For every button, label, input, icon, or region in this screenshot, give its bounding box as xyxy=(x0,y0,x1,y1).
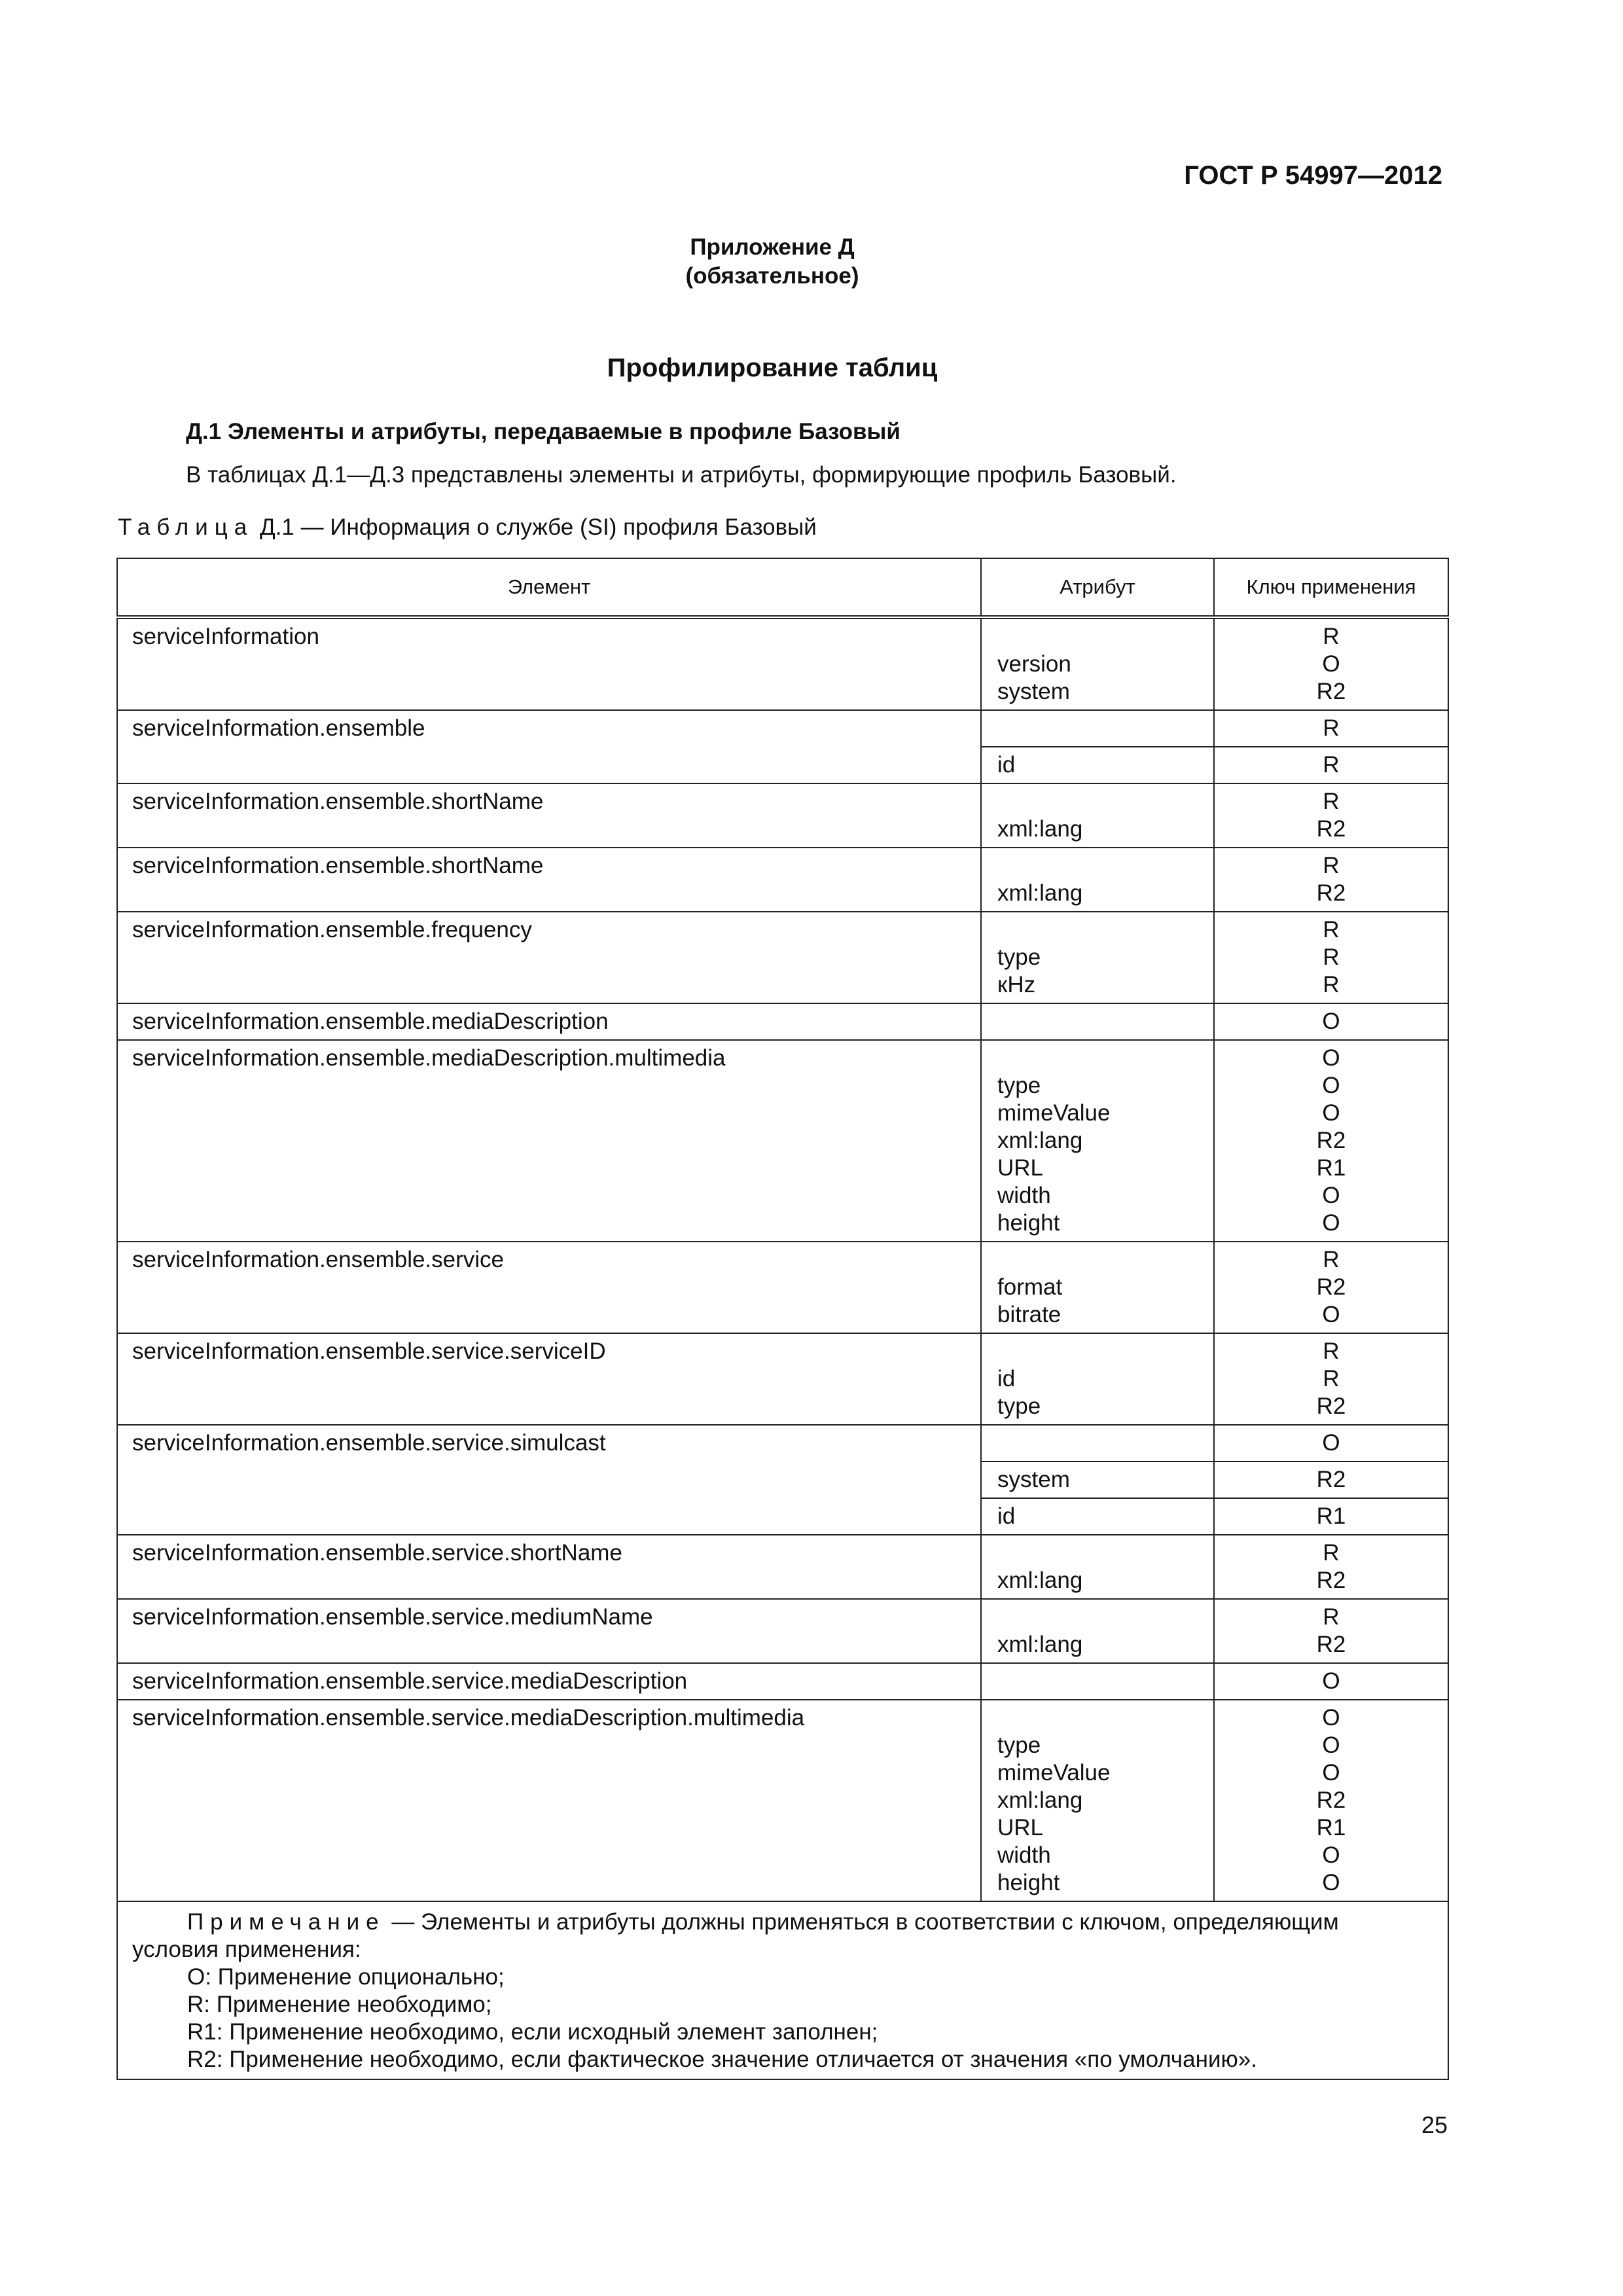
attribute-cell xyxy=(981,1040,1214,1242)
application-key: R2 xyxy=(1316,816,1346,842)
attribute-cell xyxy=(981,1498,1214,1535)
attribute-name: id xyxy=(997,1503,1016,1529)
element-name: serviceInformation.ensemble xyxy=(132,715,425,741)
header-attribute: Атрибут xyxy=(981,558,1214,617)
element-name: serviceInformation.ensemble.service.simulcast xyxy=(132,1430,606,1456)
attribute-cell xyxy=(981,1663,1214,1700)
appendix-heading xyxy=(0,233,1544,291)
element-name: serviceInformation.ensemble.service.serviceID xyxy=(132,1338,606,1364)
table-row xyxy=(117,1425,1448,1462)
application-key: R xyxy=(1323,972,1340,997)
note-first-line xyxy=(132,1909,1433,1936)
key-cell xyxy=(1214,1599,1448,1663)
table-row xyxy=(117,1333,1448,1425)
application-key: R xyxy=(1323,1338,1340,1364)
application-key: R2 xyxy=(1316,1568,1346,1593)
element-name: serviceInformation.ensemble.service.mediaDescription.multimedia xyxy=(132,1705,805,1731)
application-key: R2 xyxy=(1316,1632,1346,1657)
key-cell xyxy=(1214,1425,1448,1462)
element-cell xyxy=(117,848,981,912)
application-key: O xyxy=(1322,1870,1340,1895)
attribute-name xyxy=(997,1429,1198,1457)
attribute-name: version xyxy=(997,651,1071,677)
application-key: R1 xyxy=(1316,1155,1346,1181)
attribute-name: type xyxy=(997,1732,1041,1758)
application-key: R2 xyxy=(1316,1467,1346,1492)
attribute-name: xml:lang xyxy=(997,1632,1083,1657)
attribute-name: URL xyxy=(997,1815,1044,1840)
attribute-name xyxy=(997,916,1198,944)
element-name: serviceInformation.ensemble.service.mediaDescription xyxy=(132,1668,688,1694)
table-note xyxy=(117,1901,1448,2079)
element-cell xyxy=(117,1599,981,1663)
application-key: R2 xyxy=(1316,1393,1346,1419)
element-name: serviceInformation.ensemble.service.shortName xyxy=(132,1540,622,1566)
table-row xyxy=(117,617,1448,710)
attribute-name: system xyxy=(997,1467,1070,1492)
application-key: O xyxy=(1322,1732,1340,1758)
appendix-status: (обязательное) xyxy=(685,263,859,289)
note-text: — Элементы и атрибуты должны применяться в соответствии с ключом, определяющим xyxy=(385,1909,1339,1935)
attribute-name: type xyxy=(997,1073,1041,1098)
attribute-name: type xyxy=(997,944,1041,970)
application-key: R xyxy=(1323,944,1340,970)
table-row xyxy=(117,783,1448,848)
attribute-name xyxy=(997,1604,1198,1631)
header-element: Элемент xyxy=(117,558,981,617)
table-row xyxy=(117,912,1448,1003)
table-row xyxy=(117,1663,1448,1700)
attribute-name xyxy=(997,1668,1198,1695)
appendix-title: Приложение Д xyxy=(690,234,855,260)
key-cell xyxy=(1214,912,1448,1003)
element-cell xyxy=(117,1700,981,1901)
element-name: serviceInformation.ensemble.frequency xyxy=(132,917,532,942)
attribute-cell xyxy=(981,1425,1214,1462)
element-cell xyxy=(117,912,981,1003)
application-key: O xyxy=(1322,1073,1340,1098)
application-key: R xyxy=(1323,715,1340,741)
application-key: R xyxy=(1323,1540,1340,1566)
attribute-cell xyxy=(981,912,1214,1003)
attribute-name: id xyxy=(997,1366,1016,1391)
attribute-name: bitrate xyxy=(997,1302,1061,1327)
attribute-name: xml:lang xyxy=(997,1128,1083,1153)
key-cell xyxy=(1214,1242,1448,1333)
table-row xyxy=(117,1599,1448,1663)
note-title: Примечание xyxy=(187,1909,385,1935)
application-key: R xyxy=(1323,1366,1340,1391)
attribute-cell xyxy=(981,783,1214,848)
application-key: R2 xyxy=(1316,880,1346,906)
attribute-name xyxy=(997,1539,1198,1567)
application-key: O xyxy=(1322,651,1340,677)
application-key: O xyxy=(1322,1430,1340,1456)
key-cell xyxy=(1214,1498,1448,1535)
note-item: R: Применение необходимо; xyxy=(187,1992,492,2017)
application-key: R xyxy=(1323,1604,1340,1630)
attribute-name xyxy=(997,623,1198,651)
key-cell xyxy=(1214,710,1448,747)
attribute-cell xyxy=(981,1599,1214,1663)
application-key: R2 xyxy=(1316,679,1346,704)
element-cell xyxy=(117,617,981,710)
attribute-name xyxy=(997,1704,1198,1732)
application-key: R2 xyxy=(1316,1128,1346,1153)
document-code: ГОСТ Р 54997—2012 xyxy=(1184,161,1442,190)
attribute-name: mimeValue xyxy=(997,1760,1111,1785)
key-cell xyxy=(1214,1535,1448,1599)
application-key: R xyxy=(1323,917,1340,942)
section-heading: Д.1 Элементы и атрибуты, передаваемые в профиле Базовый xyxy=(186,419,901,444)
attribute-cell xyxy=(981,1333,1214,1425)
attribute-name xyxy=(997,1045,1198,1072)
attribute-name: mimeValue xyxy=(997,1100,1111,1126)
application-key: O xyxy=(1322,1100,1340,1126)
key-cell xyxy=(1214,1663,1448,1700)
service-information-table xyxy=(116,558,1449,2080)
attribute-cell xyxy=(981,848,1214,912)
application-key: O xyxy=(1322,1705,1340,1731)
element-cell xyxy=(117,1663,981,1700)
key-cell xyxy=(1214,848,1448,912)
attribute-name: format xyxy=(997,1274,1063,1300)
attribute-name xyxy=(997,852,1198,880)
attribute-cell xyxy=(981,710,1214,747)
attribute-name xyxy=(997,1246,1198,1274)
key-cell xyxy=(1214,1003,1448,1040)
table-row xyxy=(117,1700,1448,1901)
application-key: R xyxy=(1323,853,1340,878)
element-name: serviceInformation.ensemble.mediaDescription.multimedia xyxy=(132,1045,726,1071)
attribute-name: height xyxy=(997,1870,1060,1895)
element-cell xyxy=(117,710,981,783)
attribute-name: xml:lang xyxy=(997,1787,1083,1813)
element-name: serviceInformation.ensemble.service.mediumName xyxy=(132,1604,653,1630)
table-row xyxy=(117,1040,1448,1242)
application-key: O xyxy=(1322,1009,1340,1034)
application-key: R xyxy=(1323,752,1340,778)
key-cell xyxy=(1214,617,1448,710)
header-key: Ключ применения xyxy=(1214,558,1448,617)
element-cell xyxy=(117,1535,981,1599)
application-key: R xyxy=(1323,624,1340,649)
table-row xyxy=(117,1242,1448,1333)
attribute-cell xyxy=(981,1462,1214,1498)
element-name: serviceInformation.ensemble.shortName xyxy=(132,789,544,814)
intro-paragraph: В таблицах Д.1—Д.3 представлены элементы и атрибуты, формирующие профиль Базовый. xyxy=(186,462,1177,488)
attribute-name: height xyxy=(997,1210,1060,1236)
key-cell xyxy=(1214,1040,1448,1242)
element-name: serviceInformation.ensemble.shortName xyxy=(132,853,544,878)
note-item: R1: Применение необходимо, если исходный элемент заполнен; xyxy=(187,2019,878,2045)
attribute-name xyxy=(997,1008,1198,1035)
attribute-cell xyxy=(981,617,1214,710)
element-cell xyxy=(117,783,981,848)
note-item: R2: Применение необходимо, если фактическое значение отличается от значения «по умолчанию». xyxy=(187,2047,1257,2072)
application-key: R1 xyxy=(1316,1815,1346,1840)
application-key: O xyxy=(1322,1183,1340,1208)
attribute-name xyxy=(997,1338,1198,1365)
element-name: serviceInformation.ensemble.service xyxy=(132,1247,505,1272)
note-row xyxy=(117,1901,1448,2079)
table-caption xyxy=(118,514,817,541)
attribute-name: width xyxy=(997,1842,1051,1868)
element-name: serviceInformation xyxy=(132,624,319,649)
application-key: R2 xyxy=(1316,1274,1346,1300)
key-cell xyxy=(1214,1462,1448,1498)
key-cell xyxy=(1214,1333,1448,1425)
attribute-name: xml:lang xyxy=(997,1568,1083,1593)
attribute-name: width xyxy=(997,1183,1051,1208)
application-key: R xyxy=(1323,789,1340,814)
table-row xyxy=(117,848,1448,912)
element-cell xyxy=(117,1040,981,1242)
element-cell xyxy=(117,1425,981,1535)
attribute-name: xml:lang xyxy=(997,816,1083,842)
attribute-name: xml:lang xyxy=(997,880,1083,906)
key-cell xyxy=(1214,1700,1448,1901)
table-header-row xyxy=(117,558,1448,617)
key-cell xyxy=(1214,747,1448,783)
attribute-name: URL xyxy=(997,1155,1044,1181)
application-key: R2 xyxy=(1316,1787,1346,1813)
note-text-continued: условия применения: xyxy=(132,1937,361,1962)
application-key: R1 xyxy=(1316,1503,1346,1529)
attribute-cell xyxy=(981,1535,1214,1599)
application-key: O xyxy=(1322,1842,1340,1868)
table-caption-label: Таблица xyxy=(118,514,254,540)
attribute-cell xyxy=(981,1242,1214,1333)
main-title: Профилирование таблиц xyxy=(607,353,938,382)
table-caption-text: Д.1 — Информация о службе (SI) профиля Базовый xyxy=(253,514,817,540)
attribute-name: system xyxy=(997,679,1070,704)
attribute-name xyxy=(997,715,1198,742)
application-key: O xyxy=(1322,1302,1340,1327)
element-name: serviceInformation.ensemble.mediaDescription xyxy=(132,1009,609,1034)
attribute-name xyxy=(997,788,1198,816)
application-key: O xyxy=(1322,1668,1340,1694)
note-item: O: Применение опционально; xyxy=(187,1964,505,1990)
application-key: O xyxy=(1322,1760,1340,1785)
attribute-cell xyxy=(981,1003,1214,1040)
table-row xyxy=(117,1535,1448,1599)
key-cell xyxy=(1214,783,1448,848)
table-row xyxy=(117,710,1448,747)
attribute-name: id xyxy=(997,752,1016,778)
element-cell xyxy=(117,1242,981,1333)
page-number: 25 xyxy=(1421,2111,1448,2138)
table-body xyxy=(117,617,1448,1901)
application-key: O xyxy=(1322,1210,1340,1236)
element-cell xyxy=(117,1003,981,1040)
application-key: R xyxy=(1323,1247,1340,1272)
application-key: O xyxy=(1322,1045,1340,1071)
table-row xyxy=(117,1003,1448,1040)
attribute-name: type xyxy=(997,1393,1041,1419)
attribute-name: кHz xyxy=(997,972,1036,997)
element-cell xyxy=(117,1333,981,1425)
attribute-cell xyxy=(981,1700,1214,1901)
attribute-cell xyxy=(981,747,1214,783)
